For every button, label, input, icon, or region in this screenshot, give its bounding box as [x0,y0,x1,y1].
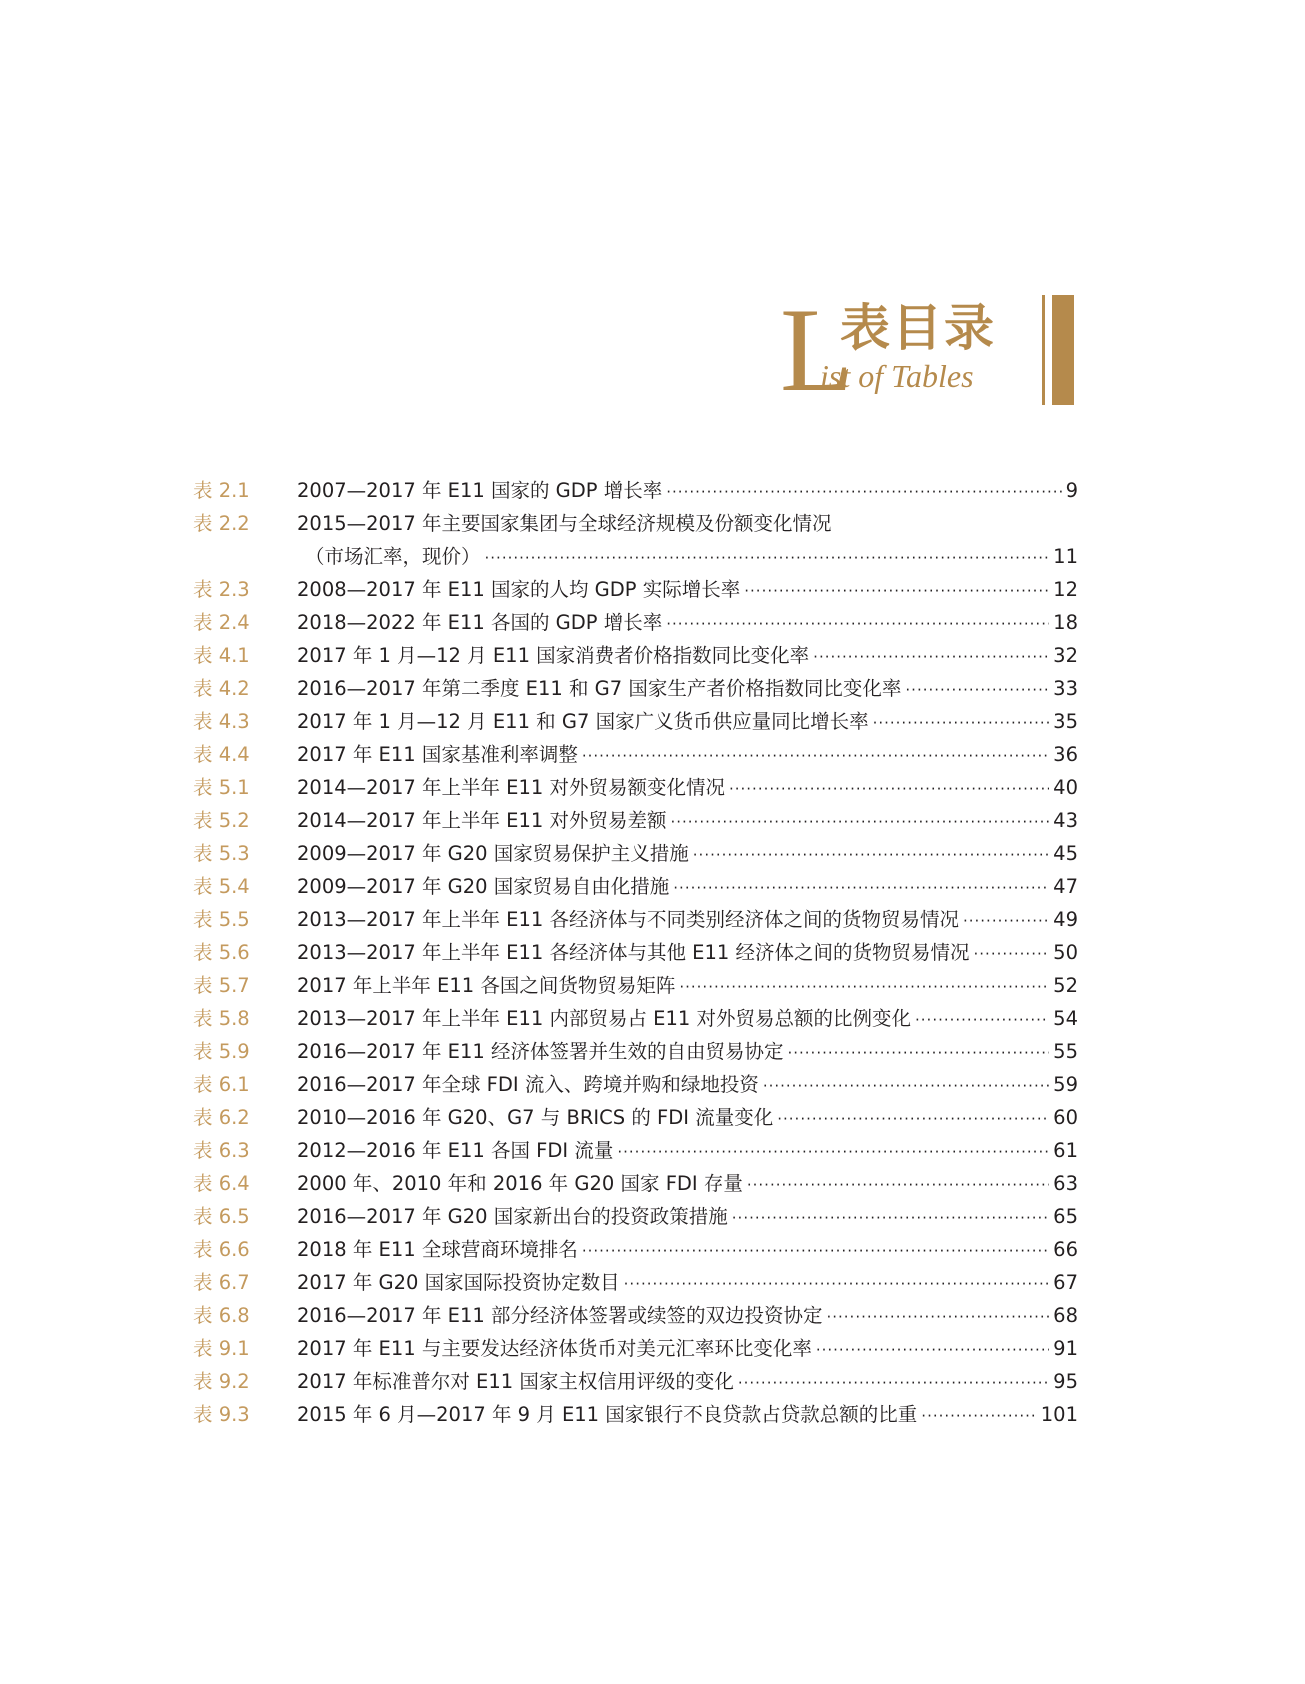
toc-page-number: 63 [1053,1172,1078,1195]
toc-table-title: 2016—2017 年 E11 经济体签署并生效的自由贸易协定 [297,1040,784,1063]
toc-table-title: 2009—2017 年 G20 国家贸易保护主义措施 [297,842,689,865]
toc-leader-dots [974,938,1050,971]
toc-table-title: 2000 年、2010 年和 2016 年 G20 国家 FDI 存量 [297,1172,743,1195]
toc-leader-dots [693,839,1049,872]
toc-table-title: 2017 年 E11 与主要发达经济体货币对美元汇率环比变化率 [297,1337,812,1360]
toc-table-title: 2010—2016 年 G20、G7 与 BRICS 的 FDI 流量变化 [297,1106,774,1129]
toc-page-number: 91 [1053,1337,1078,1360]
toc-leader-dots [670,806,1049,839]
toc-table-number: 表 5.5 [193,908,250,931]
toc-table-number: 表 4.1 [193,644,250,667]
toc-entry[interactable] [193,573,1078,606]
toc-page-number: 54 [1053,1007,1078,1030]
toc-entry[interactable] [193,672,1078,705]
toc-table-title: 2007—2017 年 E11 国家的 GDP 增长率 [297,479,663,502]
toc-table-title: 2016—2017 年 G20 国家新出台的投资政策措施 [297,1205,728,1228]
toc-leader-dots [744,575,1049,608]
toc-table-title: 2018 年 E11 全球营商环境排名 [297,1238,578,1261]
toc-page-number: 101 [1040,1403,1078,1426]
toc-entry[interactable] [193,1035,1078,1068]
toc-page-number: 59 [1053,1073,1078,1096]
toc-page-number: 66 [1053,1238,1078,1261]
toc-leader-dots [582,740,1049,773]
toc-entry[interactable] [193,1332,1078,1365]
toc-table-number: 表 6.8 [193,1304,250,1327]
list-of-tables-heading [780,283,1100,416]
toc-entry[interactable] [193,1233,1078,1266]
toc-page-number: 60 [1053,1106,1078,1129]
toc-table-number: 表 5.6 [193,941,250,964]
toc-leader-dots [816,1334,1049,1367]
toc-table-number: 表 6.5 [193,1205,250,1228]
toc-entry[interactable] [193,606,1078,639]
toc-table-title: 2017 年 E11 国家基准利率调整 [297,743,578,766]
toc-leader-dots [729,773,1049,806]
toc-table-number: 表 5.4 [193,875,250,898]
toc-table-number: 表 9.1 [193,1337,250,1360]
toc-table-title: （市场汇率，现价） [305,545,481,568]
toc-page-number: 47 [1053,875,1078,898]
toc-leader-dots [673,872,1049,905]
toc-entry[interactable] [193,705,1078,738]
chinese-title: 表目录 [840,298,996,357]
toc-entry[interactable] [193,903,1078,936]
toc-table-title: 2018—2022 年 E11 各国的 GDP 增长率 [297,611,663,634]
toc-entry[interactable] [193,1068,1078,1101]
toc-page-number: 35 [1053,710,1078,733]
toc-table-number: 表 6.3 [193,1139,250,1162]
toc-leader-dots [905,674,1049,707]
toc-page-number: 40 [1053,776,1078,799]
toc-table-title: 2017 年 1 月—12 月 E11 和 G7 国家广义货币供应量同比增长率 [297,710,869,733]
toc-table-number: 表 6.4 [193,1172,250,1195]
toc-entry[interactable] [193,738,1078,771]
toc-table-title: 2017 年上半年 E11 各国之间货物贸易矩阵 [297,974,676,997]
toc-entry[interactable] [193,1200,1078,1233]
toc-entry[interactable] [193,1299,1078,1332]
toc-table-number: 表 5.9 [193,1040,250,1063]
toc-page-number: 50 [1053,941,1078,964]
toc-entry[interactable] [193,870,1078,903]
toc-table-number: 表 2.4 [193,611,250,634]
toc-entry[interactable] [193,1266,1078,1299]
toc-leader-dots [915,1004,1049,1037]
toc-page-number: 52 [1053,974,1078,997]
toc-table-number: 表 2.2 [193,512,250,535]
toc-table-title: 2008—2017 年 E11 国家的人均 GDP 实际增长率 [297,578,741,601]
toc-table-number: 表 5.2 [193,809,250,832]
toc-entry[interactable] [193,1134,1078,1167]
toc-table-number: 表 2.1 [193,479,250,502]
toc-entry[interactable] [193,804,1078,837]
toc-page-number: 65 [1053,1205,1078,1228]
toc-leader-dots [763,1070,1049,1103]
toc-leader-dots [738,1367,1049,1400]
toc-leader-dots [582,1235,1049,1268]
toc-entry[interactable] [193,540,1078,573]
toc-table-number: 表 4.3 [193,710,250,733]
toc-table-number: 表 2.3 [193,578,250,601]
toc-leader-dots [963,905,1049,938]
toc-table-title: 2013—2017 年上半年 E11 内部贸易占 E11 对外贸易总额的比例变化 [297,1007,912,1030]
toc-page-number: 68 [1053,1304,1078,1327]
toc-entry[interactable] [193,969,1078,1002]
toc-table-title: 2016—2017 年第二季度 E11 和 G7 国家生产者价格指数同比变化率 [297,677,902,700]
toc-table-number: 表 5.7 [193,974,250,997]
decorative-thick-bar [1052,295,1074,405]
toc-page-number: 67 [1053,1271,1078,1294]
toc-leader-dots [787,1037,1049,1070]
toc-page-number: 36 [1053,743,1078,766]
toc-table-number: 表 6.2 [193,1106,250,1129]
toc-table-title: 2015 年 6 月—2017 年 9 月 E11 国家银行不良贷款占贷款总额的比重 [297,1403,918,1426]
toc-table-number: 表 6.7 [193,1271,250,1294]
toc-table-number: 表 5.3 [193,842,250,865]
decorative-thin-bar [1042,295,1045,405]
toc-page-number: 18 [1053,611,1078,634]
english-subtitle: ist of Tables [820,358,974,394]
toc-table-number: 表 4.4 [193,743,250,766]
toc-leader-dots [921,1400,1036,1433]
toc-table-title: 2014—2017 年上半年 E11 对外贸易额变化情况 [297,776,725,799]
toc-page-number: 11 [1053,545,1078,568]
toc-entry[interactable] [193,936,1078,969]
toc-leader-dots [826,1301,1049,1334]
toc-entry[interactable] [193,639,1078,672]
toc-table-number: 表 4.2 [193,677,250,700]
toc-table-number: 表 5.8 [193,1007,250,1030]
toc-leader-dots [666,476,1061,509]
toc-table-number: 表 9.3 [193,1403,250,1426]
toc-entry[interactable] [193,1167,1078,1200]
toc-table-title: 2014—2017 年上半年 E11 对外贸易差额 [297,809,667,832]
decorative-initial-letter: L [780,283,854,416]
toc-table-title: 2009—2017 年 G20 国家贸易自由化措施 [297,875,670,898]
toc-page-number: 43 [1053,809,1078,832]
toc-page-number: 49 [1053,908,1078,931]
toc-page-number: 55 [1053,1040,1078,1063]
toc-entry[interactable] [193,474,1078,507]
toc-entry[interactable] [193,1101,1078,1134]
toc-page-number: 95 [1053,1370,1078,1393]
toc-table-title: 2015—2017 年主要国家集团与全球经济规模及份额变化情况 [297,512,832,535]
table-of-contents-list [193,474,1078,1431]
toc-leader-dots [679,971,1049,1004]
toc-page-number: 9 [1065,479,1078,502]
toc-table-title: 2017 年 1 月—12 月 E11 国家消费者价格指数同比变化率 [297,644,810,667]
toc-page-number: 61 [1053,1139,1078,1162]
toc-leader-dots [873,707,1050,740]
toc-leader-dots [624,1268,1050,1301]
toc-table-title: 2017 年标准普尔对 E11 国家主权信用评级的变化 [297,1370,734,1393]
toc-page-number: 32 [1053,644,1078,667]
toc-leader-dots [813,641,1049,674]
toc-entry[interactable] [193,1365,1078,1398]
toc-entry[interactable] [193,1002,1078,1035]
toc-table-title: 2017 年 G20 国家国际投资协定数目 [297,1271,620,1294]
toc-table-number: 表 6.6 [193,1238,250,1261]
toc-entry[interactable] [193,507,1078,540]
toc-entry[interactable] [193,771,1078,804]
toc-leader-dots [617,1136,1049,1169]
toc-page-number: 45 [1053,842,1078,865]
toc-table-title: 2013—2017 年上半年 E11 各经济体与其他 E11 经济体之间的货物贸易情况 [297,941,970,964]
toc-page-number: 12 [1053,578,1078,601]
toc-table-number: 表 6.1 [193,1073,250,1096]
toc-page-number: 33 [1053,677,1078,700]
toc-table-number: 表 9.2 [193,1370,250,1393]
toc-leader-dots [777,1103,1049,1136]
toc-entry[interactable] [193,837,1078,870]
toc-leader-dots [666,608,1049,641]
toc-table-title: 2013—2017 年上半年 E11 各经济体与不同类别经济体之间的货物贸易情况 [297,908,959,931]
toc-table-title: 2012—2016 年 E11 各国 FDI 流量 [297,1139,614,1162]
toc-table-number: 表 5.1 [193,776,250,799]
toc-table-title: 2016—2017 年 E11 部分经济体签署或续签的双边投资协定 [297,1304,823,1327]
toc-leader-dots [732,1202,1049,1235]
toc-leader-dots [485,542,1050,575]
toc-entry[interactable] [193,1398,1078,1431]
toc-leader-dots [747,1169,1049,1202]
toc-table-title: 2016—2017 年全球 FDI 流入、跨境并购和绿地投资 [297,1073,759,1096]
